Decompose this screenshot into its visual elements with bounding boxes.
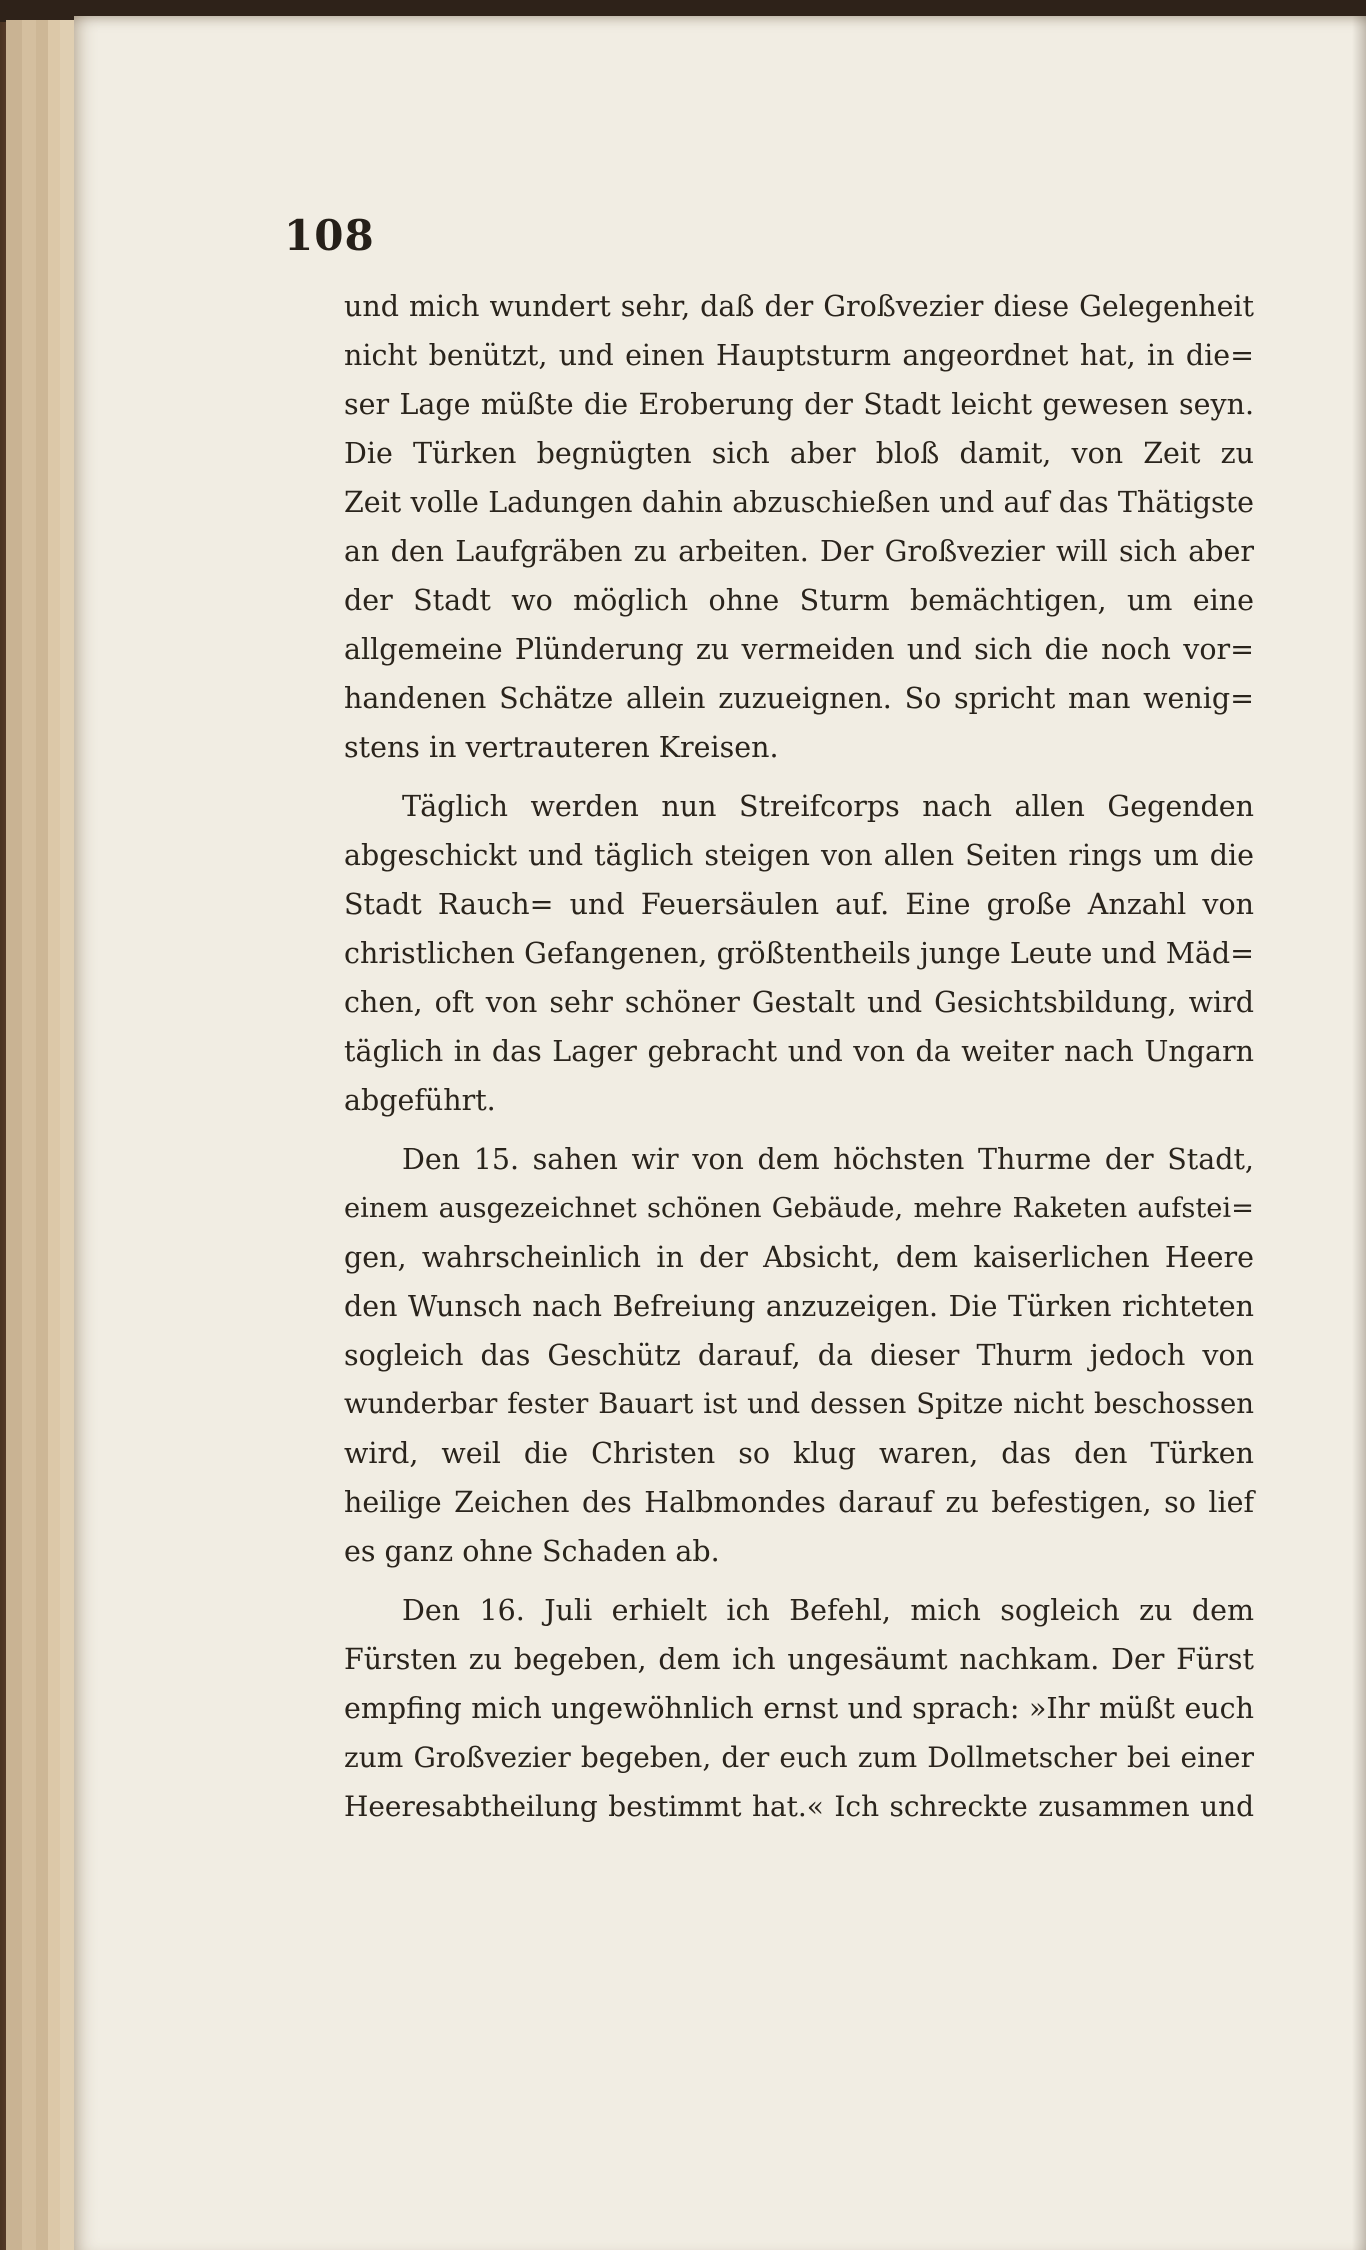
paragraph xyxy=(344,1135,1254,1576)
text-line: Zeit volle Ladungen dahin abzuschießen und auf das Thätigste xyxy=(344,486,1254,519)
paragraph xyxy=(344,782,1254,1125)
body-text xyxy=(344,282,1254,1831)
text-line: Den 15. sahen wir von dem höchsten Thurme der Stadt, xyxy=(402,1143,1254,1176)
text-line: handenen Schätze allein zuzueignen. So spricht man wenig= xyxy=(344,682,1254,715)
text-line: christlichen Gefangenen, größtentheils junge Leute und Mäd= xyxy=(344,937,1254,970)
paragraph xyxy=(344,1586,1254,1831)
text-line: ser Lage müßte die Eroberung der Stadt leicht gewesen seyn. xyxy=(344,388,1254,421)
text-line: gen, wahrscheinlich in der Absicht, dem kaiserlichen Heere xyxy=(344,1241,1254,1274)
page-edge xyxy=(60,20,75,2250)
text-line: sogleich das Geschütz darauf, da dieser Thurm jedoch von xyxy=(344,1339,1254,1372)
text-line: es ganz ohne Schaden ab. xyxy=(344,1535,720,1568)
text-line: wunderbar fester Bauart ist und dessen Spitze nicht beschossen xyxy=(344,1388,1254,1420)
text-line: Fürsten zu begeben, dem ich ungesäumt nachkam. Der Fürst xyxy=(344,1643,1254,1676)
text-line: täglich in das Lager gebracht und von da weiter nach Ungarn xyxy=(344,1035,1254,1068)
text-line: einem ausgezeichnet schönen Gebäude, mehre Raketen aufstei= xyxy=(344,1193,1254,1224)
text-line: an den Laufgräben zu arbeiten. Der Großvezier will sich aber xyxy=(344,535,1254,568)
text-line: zum Großvezier begeben, der euch zum Dollmetscher bei einer xyxy=(344,1741,1254,1774)
text-line: empfing mich ungewöhnlich ernst und sprach: »Ihr müßt euch xyxy=(344,1692,1254,1725)
text-line: allgemeine Plünderung zu vermeiden und sich die noch vor= xyxy=(344,633,1254,666)
paragraph xyxy=(344,282,1254,772)
book-page xyxy=(74,16,1366,2250)
text-line: und mich wundert sehr, daß der Großvezier diese Gelegenheit xyxy=(344,290,1254,323)
text-line: stens in vertrauteren Kreisen. xyxy=(344,731,779,764)
text-line: Täglich werden nun Streifcorps nach allen Gegenden xyxy=(402,790,1254,823)
text-line: der Stadt wo möglich ohne Sturm bemächtigen, um eine xyxy=(344,584,1254,617)
text-line: Den 16. Juli erhielt ich Befehl, mich sogleich zu dem xyxy=(402,1594,1254,1627)
text-line: nicht benützt, und einen Hauptsturm angeordnet hat, in die= xyxy=(344,339,1254,372)
text-line: Die Türken begnügten sich aber bloß damit, von Zeit zu xyxy=(344,437,1254,470)
text-line: heilige Zeichen des Halbmondes darauf zu befestigen, so lief xyxy=(344,1486,1254,1519)
text-line: Stadt Rauch= und Feuersäulen auf. Eine große Anzahl von xyxy=(344,888,1254,921)
text-line: chen, oft von sehr schöner Gestalt und Gesichtsbildung, wird xyxy=(344,986,1254,1019)
text-line: abgeschickt und täglich steigen von allen Seiten rings um die xyxy=(344,839,1254,872)
page-number: 108 xyxy=(284,211,375,260)
text-line: wird, weil die Christen so klug waren, das den Türken xyxy=(344,1437,1254,1470)
text-line: abgeführt. xyxy=(344,1084,496,1117)
text-line: den Wunsch nach Befreiung anzuzeigen. Die Türken richteten xyxy=(344,1290,1254,1323)
text-line: Heeresabtheilung bestimmt hat.« Ich schreckte zusammen und xyxy=(344,1790,1254,1823)
